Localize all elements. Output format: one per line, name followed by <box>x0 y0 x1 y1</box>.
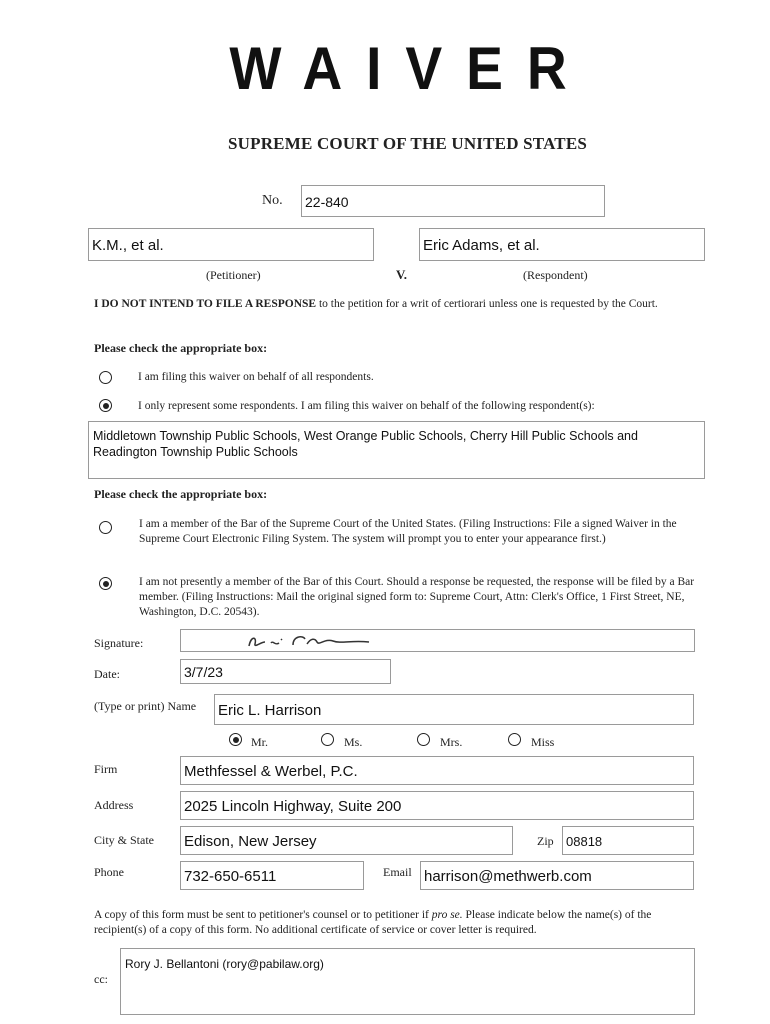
option-some-respondents: I only represent some respondents. I am filing this waiver on behalf of the following respondent(s): <box>138 400 595 412</box>
radio-title-mrs[interactable] <box>417 733 430 746</box>
copy-notice <box>94 908 699 938</box>
copy-notice-part1: A copy of this form must be sent to petitioner's counsel or to petitioner if <box>94 909 432 921</box>
radio-title-miss[interactable] <box>508 733 521 746</box>
email-label: Email <box>383 865 412 879</box>
zip-label: Zip <box>537 834 554 848</box>
bar-status-heading: Please check the appropriate box: <box>94 487 268 501</box>
case-number-label: No. <box>262 193 283 208</box>
title-ms-label: Ms. <box>344 735 363 749</box>
copy-notice-part2: Please indicate below the name(s) of the recipient(s) of a copy of this form. No additional certificate of service or cover letter is required. <box>94 909 652 936</box>
zip-field[interactable]: 08818 <box>562 826 694 855</box>
radio-all-respondents[interactable] <box>99 371 112 384</box>
title-miss-label: Miss <box>531 735 555 749</box>
form-title: WAIVER <box>229 35 591 102</box>
address-field[interactable]: 2025 Lincoln Highway, Suite 200 <box>180 791 694 820</box>
radio-some-respondents[interactable] <box>99 399 112 412</box>
filing-scope-heading: Please check the appropriate box: <box>94 341 268 355</box>
firm-label: Firm <box>94 762 118 776</box>
signature-field[interactable] <box>180 629 695 652</box>
cc-label: cc: <box>94 972 108 986</box>
respondents-list-field[interactable]: Middletown Township Public Schools, West Orange Public Schools, Cherry Hill Public Schools and Readington Township Public Schools <box>88 421 705 479</box>
option-not-bar-member: I am not presently a member of the Bar of this Court. Should a response be requested, the response will be filed by a Bar member. (Filing Instructions: Mail the original signed form to: Supreme Court, Attn: Clerk's Office, 1 First Street, NE, Washington, D.C. 20543). <box>139 576 695 618</box>
address-label: Address <box>94 798 134 812</box>
radio-title-mr[interactable] <box>229 733 242 746</box>
case-number-field[interactable]: 22-840 <box>301 185 605 217</box>
signature-label: Signature: <box>94 636 144 650</box>
radio-bar-member[interactable] <box>99 521 112 534</box>
phone-label: Phone <box>94 865 124 879</box>
radio-title-ms[interactable] <box>321 733 334 746</box>
intent-rest: to the petition for a writ of certiorari unless one is requested by the Court. <box>316 298 658 310</box>
respondent-label: (Respondent) <box>523 268 588 282</box>
radio-not-bar-member[interactable] <box>99 577 112 590</box>
petitioner-label: (Petitioner) <box>206 268 261 282</box>
phone-field[interactable]: 732-650-6511 <box>180 861 364 890</box>
option-bar-member: I am a member of the Bar of the Supreme Court of the United States. (Filing Instructions: File a signed Waiver in the Supreme Court Electronic Filing System. The system will prompt you to enter your appearance first.) <box>139 518 677 545</box>
respondent-field[interactable]: Eric Adams, et al. <box>419 228 705 261</box>
intent-bold: I DO NOT INTEND TO FILE A RESPONSE <box>94 298 317 310</box>
firm-field[interactable]: Methfessel & Werbel, P.C. <box>180 756 694 785</box>
cc-recipients-field[interactable]: Rory J. Bellantoni (rory@pabilaw.org) <box>120 948 695 1015</box>
title-mr-label: Mr. <box>251 735 269 749</box>
name-field[interactable]: Eric L. Harrison <box>214 694 694 725</box>
title-mrs-label: Mrs. <box>440 735 463 749</box>
name-label: (Type or print) Name <box>94 699 197 713</box>
option-all-respondents: I am filing this waiver on behalf of all respondents. <box>138 371 374 383</box>
court-name: SUPREME COURT OF THE UNITED STATES <box>227 134 588 153</box>
date-field[interactable]: 3/7/23 <box>180 659 391 684</box>
copy-notice-italic: pro se. <box>431 909 463 921</box>
email-field[interactable]: harrison@methwerb.com <box>420 861 694 890</box>
intent-statement <box>94 297 706 312</box>
city-state-label: City & State <box>94 833 154 847</box>
city-state-field[interactable]: Edison, New Jersey <box>180 826 513 855</box>
date-label: Date: <box>94 667 120 681</box>
signature-scribble-icon <box>241 630 381 652</box>
versus-label: V. <box>396 267 407 282</box>
petitioner-field[interactable]: K.M., et al. <box>88 228 374 261</box>
